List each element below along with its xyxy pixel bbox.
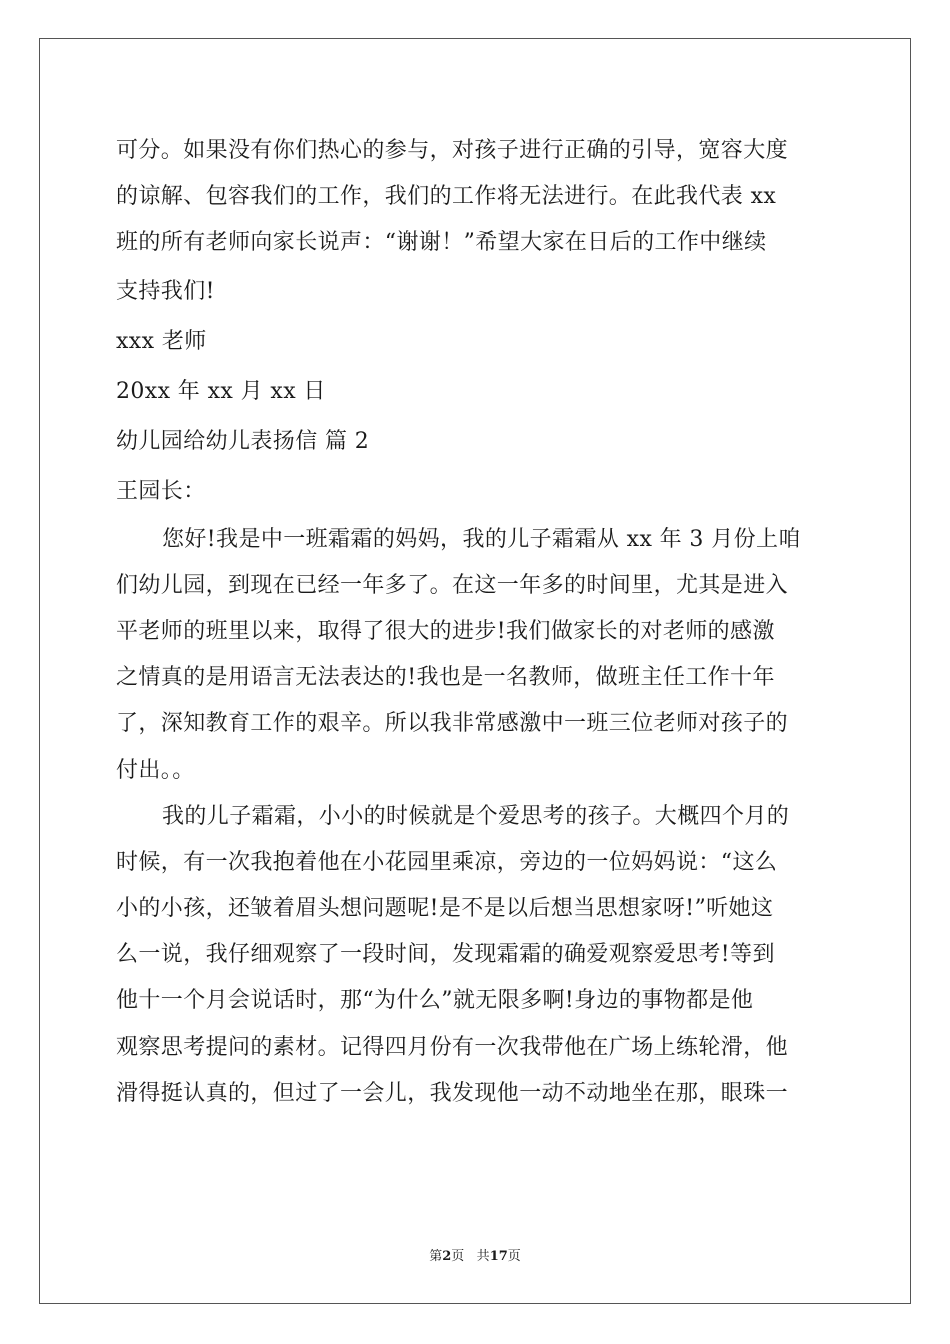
footer-page-number: 2	[442, 1249, 452, 1264]
text-line: 的谅解、包容我们的工作，我们的工作将无法进行。在此我代表 xx	[116, 184, 777, 210]
text-line: 们幼儿园，到现在已经一年多了。在这一年多的时间里，尤其是进入	[116, 572, 789, 598]
text-line: 了，深知教育工作的艰辛。所以我非常感激中一班三位老师对孩子的	[116, 711, 789, 737]
date: 20xx 年 xx 月 xx 日	[116, 378, 326, 404]
footer-page-suffix: 页	[451, 1249, 465, 1264]
text-line: 他十一个月会说话时，那“为什么”就无限多啊!身边的事物都是他	[116, 988, 754, 1014]
text-line: 时候，有一次我抱着他在小花园里乘凉，旁边的一位妈妈说：“这么	[116, 849, 778, 875]
section-title: 幼儿园给幼儿表扬信 篇 2	[116, 428, 370, 454]
text-line: 支持我们!	[116, 278, 215, 304]
text-line: 付出。。	[116, 757, 195, 783]
text-line: 观察思考提问的素材。记得四月份有一次我带他在广场上练轮滑，他	[116, 1034, 789, 1060]
text-line: 之情真的是用语言无法表达的!我也是一名教师，做班主任工作十年	[116, 665, 775, 691]
text-line: 您好!我是中一班霜霜的妈妈，我的儿子霜霜从 xx 年 3 月份上咱	[162, 526, 801, 552]
footer-total-prefix: 共	[476, 1249, 490, 1264]
paragraph-1	[116, 128, 836, 317]
paragraph-3	[116, 794, 836, 1117]
text-line: 么一说，我仔细观察了一段时间，发现霜霜的确爱观察爱思考!等到	[116, 942, 775, 968]
text-line: 班的所有老师向家长说声：“谢谢！”希望大家在日后的工作中继续	[116, 230, 767, 256]
text-line: 滑得挺认真的，但过了一会儿，我发现他一动不动地坐在那，眼珠一	[116, 1080, 789, 1106]
footer-total-suffix: 页	[507, 1249, 521, 1264]
paragraph-2	[116, 517, 836, 794]
page-footer	[0, 1245, 950, 1264]
footer-total-pages: 17	[489, 1249, 508, 1264]
footer-prefix: 第	[429, 1249, 443, 1264]
salutation: 王园长：	[116, 478, 206, 504]
signature: xxx 老师	[116, 328, 207, 354]
document-body	[116, 128, 836, 1117]
text-line: 可分。如果没有你们热心的参与，对孩子进行正确的引导，宽容大度	[116, 138, 789, 163]
text-line: 平老师的班里以来，取得了很大的进步!我们做家长的对老师的感激	[116, 618, 775, 644]
text-line: 小的小孩，还皱着眉头想问题呢!是不是以后想当思想家呀!”听她这	[116, 896, 774, 922]
text-line: 我的儿子霜霜，小小的时候就是个爱思考的孩子。大概四个月的	[162, 803, 790, 829]
